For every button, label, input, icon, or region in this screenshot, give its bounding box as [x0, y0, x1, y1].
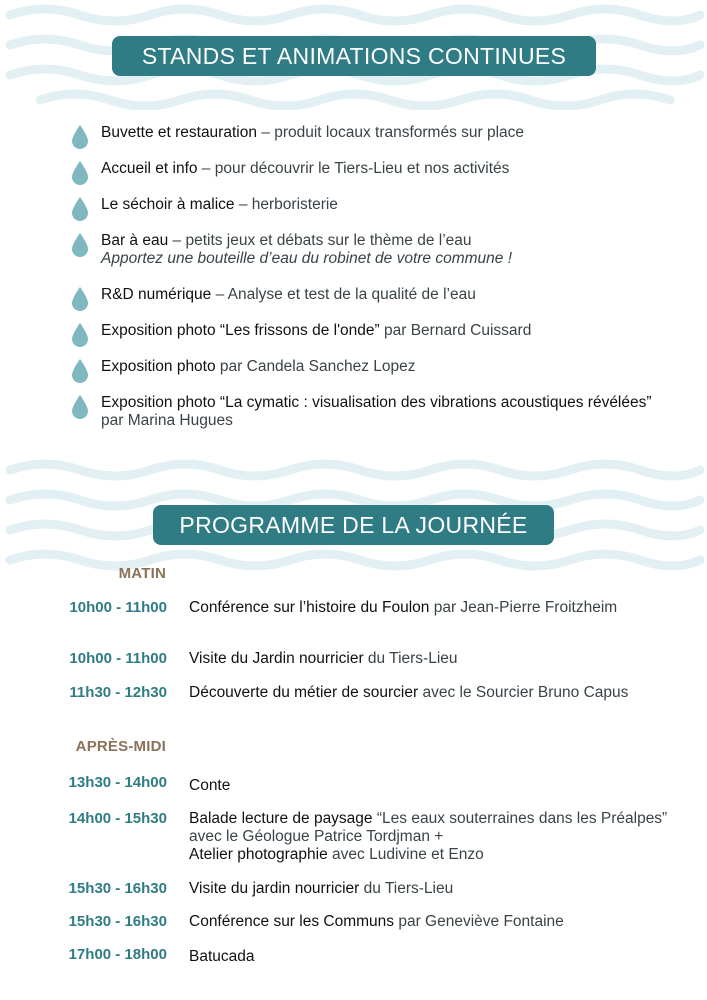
schedule-time: 14h00 - 15h30: [68, 810, 167, 827]
stand-detail: – pour découvrir le Tiers-Lieu et nos activités: [197, 160, 510, 177]
schedule-desc: [189, 913, 675, 931]
stand-item: [70, 358, 670, 376]
stand-name: R&D numérique: [101, 286, 212, 303]
schedule-time: 10h00 - 11h00: [69, 599, 167, 616]
stand-item: [70, 232, 670, 268]
water-drop-icon: [70, 394, 90, 420]
stand-name: Exposition photo: [101, 358, 216, 375]
schedule-desc: [189, 599, 675, 617]
programme-title: PROGRAMME DE LA JOURNÉE: [153, 505, 554, 545]
activity-name: Visite du Jardin nourricier: [189, 650, 364, 667]
schedule-time: 13h30 - 14h00: [68, 774, 167, 791]
schedule-time: 10h00 - 11h00: [69, 650, 167, 667]
stand-name: Le séchoir à malice: [101, 196, 235, 213]
stand-detail: – herboristerie: [234, 196, 338, 213]
activity-name: Balade lecture de paysage: [189, 810, 373, 827]
water-drop-icon: [70, 322, 90, 348]
activity-name-2: Atelier photographie: [189, 846, 328, 863]
schedule-desc: [189, 777, 675, 795]
stands-list: [70, 124, 670, 448]
activity-name: Conférence sur les Communs: [189, 913, 395, 930]
stand-detail: par Candela Sanchez Lopez: [215, 358, 416, 375]
stand-item: [70, 160, 670, 178]
stand-name: Accueil et info: [101, 160, 198, 177]
water-drop-icon: [70, 286, 90, 312]
schedule-desc: [189, 650, 675, 668]
activity-name: Conte: [189, 777, 231, 794]
stand-item: [70, 196, 670, 214]
stand-name: Buvette et restauration: [101, 124, 257, 141]
section-label-apres-midi: APRÈS-MIDI: [75, 738, 166, 755]
stand-detail: – produit locaux transformés sur place: [256, 124, 525, 141]
schedule-time: 15h30 - 16h30: [68, 913, 167, 930]
stand-item: [70, 394, 670, 430]
stand-item: [70, 124, 670, 142]
stand-detail: – petits jeux et débats sur le thème de l’eau: [168, 232, 472, 249]
water-drop-icon: [70, 358, 90, 384]
activity-detail: avec le Sourcier Bruno Capus: [418, 684, 629, 701]
schedule-desc: [189, 880, 675, 898]
stand-note: Apportez une bouteille d’eau du robinet de votre commune !: [101, 250, 513, 267]
water-drop-icon: [70, 232, 90, 258]
schedule-desc: [189, 684, 675, 702]
stand-detail: – Analyse et test de la qualité de l’eau: [211, 286, 476, 303]
activity-detail: “Les eaux souterraines dans les Préalpes” avec le Géologue Patrice Tordjman +: [189, 810, 668, 845]
stands-title: STANDS ET ANIMATIONS CONTINUES: [112, 36, 596, 76]
schedule-desc: [189, 810, 675, 864]
section-label-matin: MATIN: [118, 565, 166, 582]
schedule-time: 17h00 - 18h00: [68, 946, 167, 963]
activity-name: Batucada: [189, 948, 255, 965]
stand-item: [70, 322, 670, 340]
stand-detail: par Bernard Cuissard: [379, 322, 532, 339]
activity-detail: du Tiers-Lieu: [363, 650, 458, 667]
schedule-time: 11h30 - 12h30: [69, 684, 167, 701]
activity-detail-2: avec Ludivine et Enzo: [327, 846, 484, 863]
stand-name: Exposition photo “La cymatic : visualisation des vibrations acoustiques révélées”: [101, 394, 652, 411]
water-drop-icon: [70, 196, 90, 222]
water-drop-icon: [70, 124, 90, 150]
schedule-time: 15h30 - 16h30: [68, 880, 167, 897]
stand-name: Exposition photo “Les frissons de l'onde”: [101, 322, 380, 339]
water-drop-icon: [70, 160, 90, 186]
activity-name: Visite du jardin nourricier: [189, 880, 360, 897]
schedule-desc: [189, 948, 675, 966]
stand-name: Bar à eau: [101, 232, 169, 249]
activity-detail: par Geneviève Fontaine: [394, 913, 564, 930]
activity-detail: par Jean-Pierre Froitzheim: [429, 599, 618, 616]
activity-name: Conférence sur l’histoire du Foulon: [189, 599, 430, 616]
stand-detail: par Marina Hugues: [101, 412, 233, 429]
stand-item: [70, 286, 670, 304]
activity-name: Découverte du métier de sourcier: [189, 684, 419, 701]
activity-detail: du Tiers-Lieu: [359, 880, 454, 897]
